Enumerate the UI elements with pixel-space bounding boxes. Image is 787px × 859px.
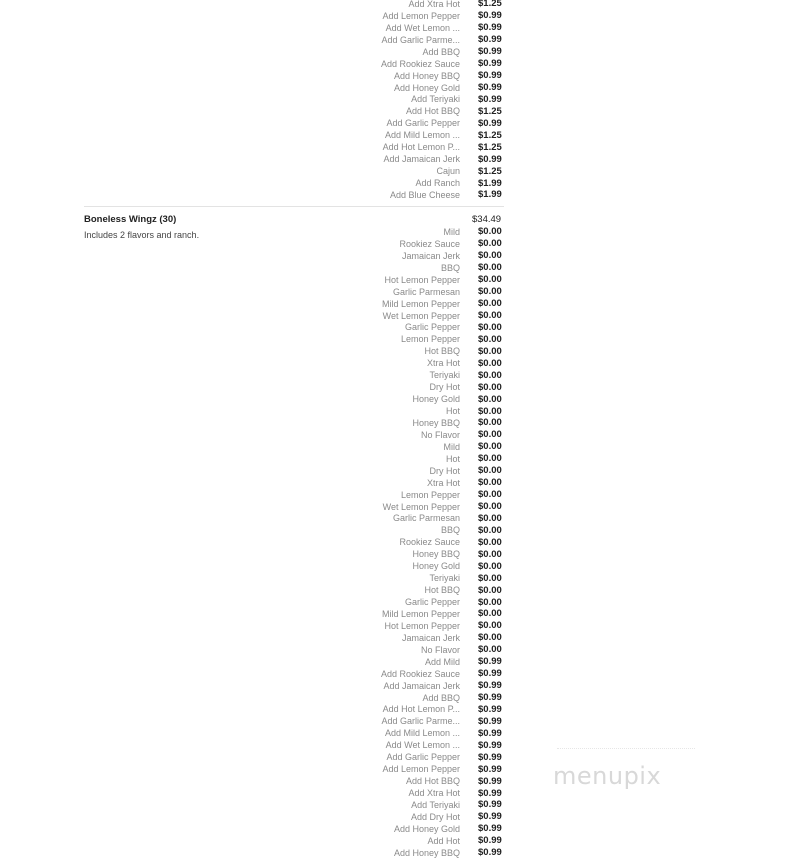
- option-label: Add Blue Cheese: [389, 189, 460, 200]
- option-label: Add Rookiez Sauce: [380, 668, 460, 679]
- option-row: [330, 727, 530, 739]
- option-label: Xtra Hot: [426, 358, 460, 369]
- option-price: $0.00: [478, 333, 502, 345]
- option-price: $0.99: [478, 739, 502, 751]
- option-row: [330, 46, 530, 58]
- option-price: $1.25: [478, 141, 502, 153]
- option-label: Mild Lemon Pepper: [381, 608, 460, 619]
- option-price: $0.99: [478, 727, 502, 739]
- option-label: Dry Hot: [429, 382, 460, 393]
- option-price: $0.99: [478, 10, 502, 22]
- option-price: $0.00: [478, 250, 502, 262]
- option-label: Add Xtra Hot: [408, 0, 460, 9]
- option-price: $0.00: [478, 524, 502, 536]
- option-label: Jamaican Jerk: [401, 632, 460, 643]
- option-label: Hot BBQ: [424, 585, 460, 596]
- option-row: [330, 94, 530, 106]
- option-label: Add Dry Hot: [410, 811, 460, 822]
- option-row: [330, 620, 530, 632]
- option-price: $0.99: [478, 692, 502, 704]
- option-price: $0.99: [478, 775, 502, 787]
- option-label: Wet Lemon Pepper: [382, 501, 460, 512]
- option-price: $0.99: [478, 680, 502, 692]
- option-label: Add Wet Lemon ...: [385, 22, 460, 33]
- option-label: Add Rookiez Sauce: [380, 58, 460, 69]
- option-price: $1.99: [478, 189, 502, 201]
- option-price: $0.99: [478, 117, 502, 129]
- option-row: [330, 572, 530, 584]
- option-row: [330, 823, 530, 835]
- option-price: $0.99: [478, 811, 502, 823]
- option-row: [330, 751, 530, 763]
- option-price: $1.25: [478, 165, 502, 177]
- option-price: $0.00: [478, 489, 502, 501]
- option-label: Wet Lemon Pepper: [382, 310, 460, 321]
- option-row: [330, 357, 530, 369]
- option-label: Add Honey Gold: [393, 82, 460, 93]
- option-row: [330, 322, 530, 334]
- option-price: $0.00: [478, 417, 502, 429]
- option-label: Add Mild Lemon ...: [384, 130, 460, 141]
- option-row: [330, 584, 530, 596]
- item-name: Boneless Wingz (30): [84, 214, 177, 225]
- option-price: $0.00: [478, 572, 502, 584]
- option-row: [330, 608, 530, 620]
- option-price: $0.00: [478, 262, 502, 274]
- option-price: $0.00: [478, 357, 502, 369]
- option-price: $0.99: [478, 22, 502, 34]
- option-label: Garlic Pepper: [404, 597, 460, 608]
- option-price: $0.00: [478, 393, 502, 405]
- option-label: Lemon Pepper: [400, 489, 460, 500]
- option-row: [330, 668, 530, 680]
- option-row: [330, 22, 530, 34]
- option-label: Add Lemon Pepper: [382, 764, 460, 775]
- option-label: Dry Hot: [429, 465, 460, 476]
- option-row: [330, 513, 530, 525]
- option-label: Hot BBQ: [424, 346, 460, 357]
- option-price: $0.00: [478, 441, 502, 453]
- option-label: Teriyaki: [429, 370, 460, 381]
- option-row: [330, 165, 530, 177]
- option-label: Mild: [443, 226, 460, 237]
- option-row: [330, 82, 530, 94]
- option-price: $0.00: [478, 298, 502, 310]
- option-row: [330, 286, 530, 298]
- option-price: $1.25: [478, 105, 502, 117]
- option-row: [330, 345, 530, 357]
- option-label: Garlic Parmesan: [392, 513, 460, 524]
- option-row: [330, 153, 530, 165]
- option-row: [330, 536, 530, 548]
- option-row: [330, 333, 530, 345]
- option-row: [330, 775, 530, 787]
- menupix-watermark: menupix: [553, 762, 662, 790]
- option-label: BBQ: [440, 262, 460, 273]
- option-price: $0.99: [478, 763, 502, 775]
- option-label: Hot Lemon Pepper: [384, 620, 460, 631]
- option-label: Add BBQ: [422, 46, 460, 57]
- option-row: [330, 310, 530, 322]
- option-label: Lemon Pepper: [400, 334, 460, 345]
- option-row: [330, 644, 530, 656]
- option-row: [330, 34, 530, 46]
- option-price: $0.99: [478, 656, 502, 668]
- option-row: [330, 489, 530, 501]
- option-row: [330, 632, 530, 644]
- option-price: $0.99: [478, 703, 502, 715]
- option-row: [330, 453, 530, 465]
- option-row: [330, 0, 530, 10]
- option-price: $0.00: [478, 226, 502, 238]
- option-label: Add Wet Lemon ...: [385, 740, 460, 751]
- option-row: [330, 417, 530, 429]
- option-row: [330, 524, 530, 536]
- option-price: $0.00: [478, 286, 502, 298]
- option-price: $1.25: [478, 0, 502, 10]
- option-label: Xtra Hot: [426, 477, 460, 488]
- previous-item-options-list: [330, 0, 530, 201]
- option-row: [330, 10, 530, 22]
- option-label: Garlic Pepper: [404, 322, 460, 333]
- option-price: $0.99: [478, 153, 502, 165]
- option-label: Add Garlic Parme...: [381, 716, 460, 727]
- option-price: $0.00: [478, 274, 502, 286]
- option-row: [330, 117, 530, 129]
- option-price: $0.99: [478, 847, 502, 859]
- option-label: Rookiez Sauce: [399, 238, 460, 249]
- option-label: Add Jamaican Jerk: [383, 680, 460, 691]
- option-label: No Flavor: [420, 429, 460, 440]
- option-row: [330, 189, 530, 201]
- option-label: Add Garlic Parme...: [381, 34, 460, 45]
- option-row: [330, 105, 530, 117]
- option-price: $0.00: [478, 345, 502, 357]
- option-row: [330, 763, 530, 775]
- option-label: Cajun: [436, 166, 460, 177]
- option-row: [330, 811, 530, 823]
- item-description: Includes 2 flavors and ranch.: [84, 230, 200, 240]
- option-label: Hot: [445, 406, 460, 417]
- option-price: $0.00: [478, 584, 502, 596]
- option-row: [330, 656, 530, 668]
- option-price: $0.00: [478, 608, 502, 620]
- option-label: Mild: [443, 441, 460, 452]
- option-price: $0.00: [478, 632, 502, 644]
- option-row: [330, 262, 530, 274]
- option-label: Add Hot Lemon P...: [382, 142, 460, 153]
- option-row: [330, 465, 530, 477]
- option-label: Add BBQ: [422, 692, 460, 703]
- option-row: [330, 58, 530, 70]
- option-label: Honey BBQ: [412, 417, 460, 428]
- option-row: [330, 369, 530, 381]
- option-price: $0.00: [478, 405, 502, 417]
- option-label: Add Jamaican Jerk: [383, 154, 460, 165]
- option-price: $0.99: [478, 93, 502, 105]
- option-price: $0.00: [478, 596, 502, 608]
- option-price: $0.00: [478, 310, 502, 322]
- option-price: $0.99: [478, 668, 502, 680]
- option-label: Add Honey Gold: [393, 823, 460, 834]
- option-price: $0.00: [478, 381, 502, 393]
- option-label: Add Xtra Hot: [408, 788, 460, 799]
- option-row: [330, 501, 530, 513]
- option-price: $0.00: [478, 644, 502, 656]
- option-row: [330, 596, 530, 608]
- option-row: [330, 715, 530, 727]
- option-price: $0.00: [478, 238, 502, 250]
- option-row: [330, 787, 530, 799]
- option-label: Add Garlic Pepper: [386, 118, 460, 129]
- option-label: Add Honey BBQ: [393, 847, 460, 858]
- watermark-dots: [557, 748, 695, 749]
- option-label: Add Garlic Pepper: [386, 752, 460, 763]
- option-price: $0.99: [478, 799, 502, 811]
- option-label: Honey Gold: [412, 561, 460, 572]
- option-label: Add Teriyaki: [411, 94, 460, 105]
- option-label: Add Mild: [424, 656, 460, 667]
- option-price: $0.99: [478, 715, 502, 727]
- option-row: [330, 739, 530, 751]
- option-row: [330, 799, 530, 811]
- option-label: BBQ: [440, 525, 460, 536]
- option-price: $0.99: [478, 823, 502, 835]
- option-row: [330, 429, 530, 441]
- option-label: Hot: [445, 453, 460, 464]
- option-row: [330, 835, 530, 847]
- option-row: [330, 680, 530, 692]
- option-row: [330, 381, 530, 393]
- option-price: $0.00: [478, 453, 502, 465]
- option-label: Garlic Parmesan: [392, 286, 460, 297]
- option-label: Add Hot BBQ: [405, 776, 460, 787]
- option-row: [330, 238, 530, 250]
- option-price: $0.99: [478, 751, 502, 763]
- option-price: $0.99: [478, 787, 502, 799]
- option-label: Add Hot BBQ: [405, 106, 460, 117]
- option-price: $0.99: [478, 34, 502, 46]
- option-price: $0.00: [478, 548, 502, 560]
- item-divider: [84, 206, 504, 207]
- option-price: $0.99: [478, 46, 502, 58]
- item-price: $34.49: [472, 214, 502, 225]
- option-row: [330, 405, 530, 417]
- option-row: [330, 441, 530, 453]
- option-price: $0.00: [478, 620, 502, 632]
- option-row: [330, 477, 530, 489]
- option-label: Add Hot Lemon P...: [382, 704, 460, 715]
- option-price: $0.99: [478, 82, 502, 94]
- option-label: Add Teriyaki: [411, 799, 460, 810]
- option-label: Add Mild Lemon ...: [384, 728, 460, 739]
- option-price: $0.99: [478, 70, 502, 82]
- option-price: $0.00: [478, 369, 502, 381]
- option-price: $0.00: [478, 477, 502, 489]
- option-price: $0.00: [478, 465, 502, 477]
- option-label: Add Honey BBQ: [393, 70, 460, 81]
- option-row: [330, 393, 530, 405]
- option-price: $0.99: [478, 835, 502, 847]
- option-price: $0.00: [478, 560, 502, 572]
- option-row: [330, 704, 530, 716]
- option-label: Add Lemon Pepper: [382, 10, 460, 21]
- option-price: $1.25: [478, 129, 502, 141]
- item-options-list: [330, 226, 530, 859]
- option-row: [330, 298, 530, 310]
- option-row: [330, 560, 530, 572]
- option-label: Mild Lemon Pepper: [381, 298, 460, 309]
- option-row: [330, 692, 530, 704]
- option-row: [330, 250, 530, 262]
- option-row: [330, 548, 530, 560]
- option-label: Rookiez Sauce: [399, 537, 460, 548]
- option-label: Hot Lemon Pepper: [384, 274, 460, 285]
- option-label: Add Ranch: [415, 178, 460, 189]
- option-row: [330, 70, 530, 82]
- option-price: $1.99: [478, 177, 502, 189]
- option-row: [330, 847, 530, 859]
- option-price: $0.00: [478, 501, 502, 513]
- option-row: [330, 129, 530, 141]
- option-label: Honey BBQ: [412, 549, 460, 560]
- option-label: Jamaican Jerk: [401, 250, 460, 261]
- option-label: Teriyaki: [429, 573, 460, 584]
- option-row: [330, 177, 530, 189]
- option-price: $0.00: [478, 536, 502, 548]
- option-label: Add Hot: [427, 835, 460, 846]
- option-price: $0.00: [478, 321, 502, 333]
- option-row: [330, 141, 530, 153]
- option-price: $0.00: [478, 429, 502, 441]
- option-price: $0.00: [478, 512, 502, 524]
- option-label: Honey Gold: [412, 394, 460, 405]
- option-price: $0.99: [478, 58, 502, 70]
- option-row: [330, 274, 530, 286]
- option-row: [330, 226, 530, 238]
- option-label: No Flavor: [420, 644, 460, 655]
